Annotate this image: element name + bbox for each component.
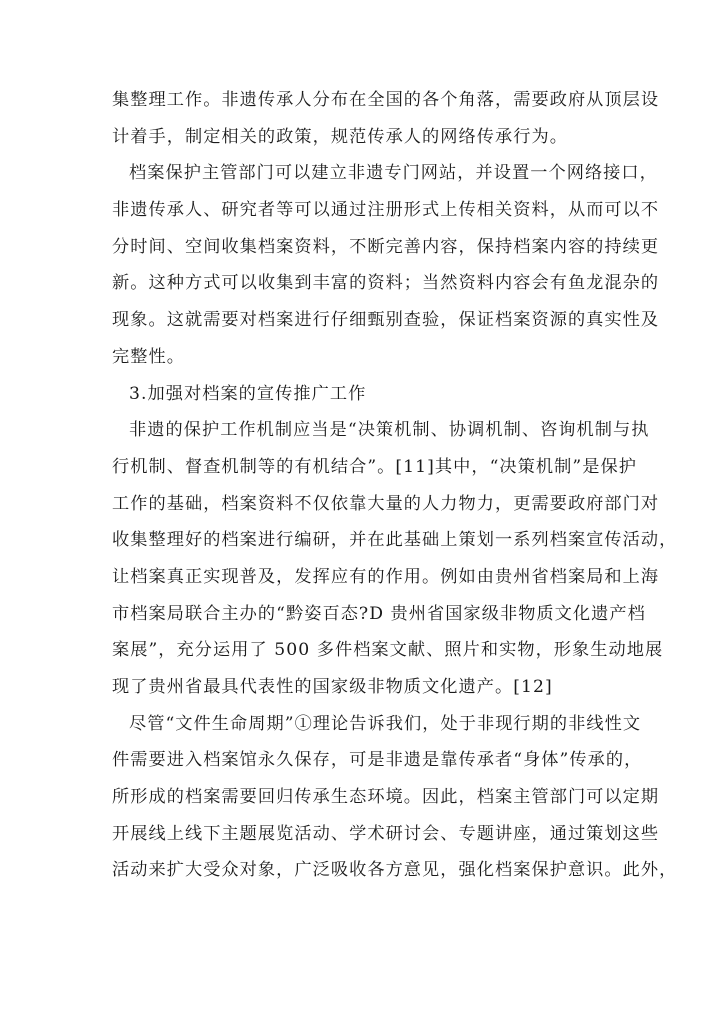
text-line: 市档案局联合主办的“黔姿百态?D 贵州省国家级非物质文化遗产档 (112, 603, 646, 624)
text-line: 活动来扩大受众对象，广泛吸收各方意见，强化档案保护意识。此外， (112, 860, 678, 881)
text-line: 完整性。 (112, 346, 185, 367)
text-line: 现象。这就需要对档案进行仔细甄别查验，保证档案资源的真实性及 (112, 310, 660, 331)
text-line: 现了贵州省最具代表性的国家级非物质文化遗产。[12] (112, 677, 553, 697)
text-line: 集整理工作。非遗传承人分布在全国的各个角落，需要政府从顶层设 (112, 90, 660, 110)
text-line: 所形成的档案需要回归传承生态环境。因此，档案主管部门可以定期 (112, 787, 660, 808)
text-line: 新。这种方式可以收集到丰富的资料；当然资料内容会有鱼龙混杂的 (112, 273, 660, 294)
text-line: 3.加强对档案的宣传推广工作 (129, 383, 367, 404)
text-line: 案展”，充分运用了 500 多件档案文献、照片和实物，形象生动地展 (112, 640, 664, 661)
text-line: 尽管“文件生命周期”①理论告诉我们，处于非现行期的非线性文 (129, 713, 642, 734)
text-line: 非遗的保护工作机制应当是“决策机制、协调机制、咨询机制与执 (129, 420, 650, 441)
text-line: 非遗传承人、研究者等可以通过注册形式上传相关资料，从而可以不 (112, 200, 660, 221)
text-line: 件需要进入档案馆永久保存，可是非遗是靠传承者“身体”传承的， (112, 750, 643, 771)
text-line: 让档案真正实现普及，发挥应有的作用。例如由贵州省档案局和上海 (112, 566, 660, 587)
text-line: 计着手，制定相关的政策，规范传承人的网络传承行为。 (112, 126, 568, 147)
body-text (112, 82, 678, 889)
text-line: 收集整理好的档案进行编研，并在此基础上策划一系列档案宣传活动， (112, 530, 678, 551)
text-line: 开展线上线下主题展览活动、学术研讨会、专题讲座，通过策划这些 (112, 823, 660, 844)
text-line: 档案保护主管部门可以建立非遗专门网站，并设置一个网络接口， (129, 163, 658, 184)
text-line: 行机制、督查机制等的有机结合”。[11]其中，“决策机制”是保护 (112, 456, 637, 477)
text-line: 工作的基础，档案资料不仅依靠大量的人力物力，更需要政府部门对 (112, 493, 660, 514)
text-line: 分时间、空间收集档案资料，不断完善内容，保持档案内容的持续更 (112, 236, 660, 257)
